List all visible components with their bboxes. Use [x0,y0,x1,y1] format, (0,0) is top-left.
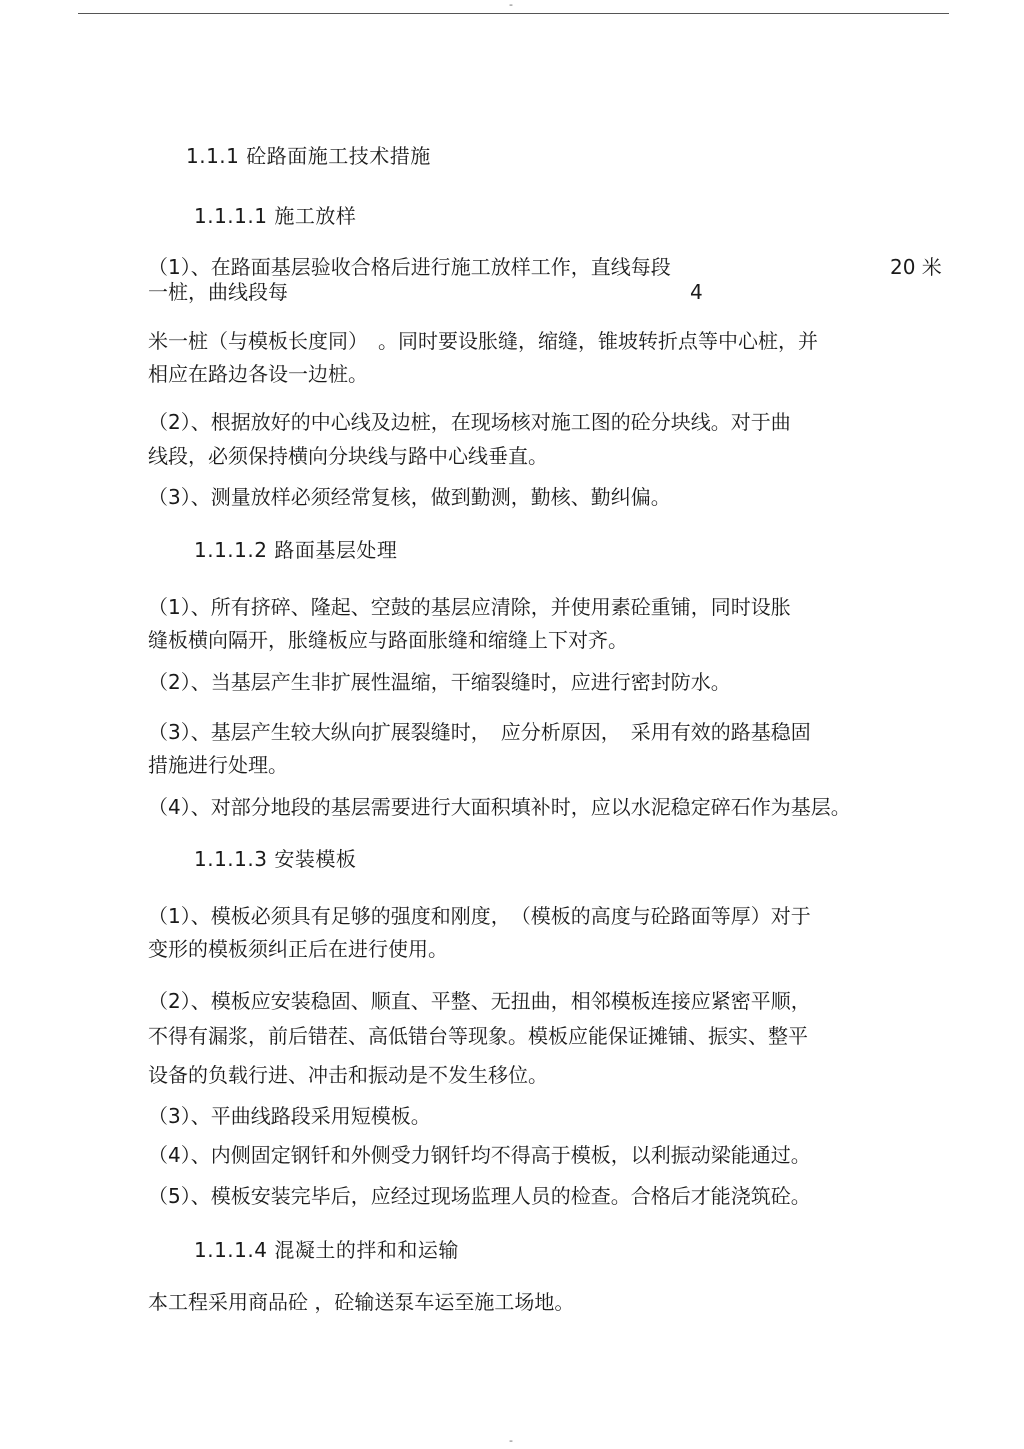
para-line: 缝板横向隔开，胀缝板应与路面胀缝和缩缝上下对齐。 [148,628,628,652]
para-line: （2）、根据放好的中心线及边桩，在现场核对施工图的砼分块线。对于曲 [148,410,791,434]
para-line: 米一桩（与模板长度同） 。同时要设胀缝，缩缝，锥坡转折点等中心桩，并 [148,329,818,353]
para-line: 一桩，曲线段每 [148,280,288,304]
heading-1-1-1-3: 1.1.1.3 安装模板 [194,847,357,871]
para-line: 变形的模板须纠正后在进行使用。 [148,937,448,961]
para-line: （4）、对部分地段的基层需要进行大面积填补时，应以水泥稳定碎石作为基层。 [148,795,851,819]
para-line: （1）、所有挤碎、隆起、空鼓的基层应清除，并使用素砼重铺，同时设胀 [148,595,791,619]
footer-mark: - [509,1434,513,1447]
para-line: （3）、基层产生较大纵向扩展裂缝时， 应分析原因， 采用有效的路基稳固 [148,720,811,744]
para-line: （2）、当基层产生非扩展性温缩，干缩裂缝时，应进行密封防水。 [148,670,731,694]
para-line: 相应在路边各设一边桩。 [148,362,368,386]
para-line: 4 [690,280,703,304]
heading-1-1-1: 1.1.1 砼路面施工技术措施 [186,144,431,168]
para-line: （3）、测量放样必须经常复核，做到勤测，勤核、勤纠偏。 [148,485,671,509]
para-line: 设备的负载行进、冲击和振动是不发生移位。 [148,1063,548,1087]
para-line: 措施进行处理。 [148,753,288,777]
header-mark: - [509,0,513,11]
para-line: （1）、模板必须具有足够的强度和刚度， （模板的高度与砼路面等厚）对于 [148,904,811,928]
para-line: 20 米 [890,255,942,279]
para-line: 本工程采用商品砼 ，砼输送泵车运至施工场地。 [148,1290,575,1314]
para-line: （5）、模板安装完毕后，应经过现场监理人员的检查。合格后才能浇筑砼。 [148,1184,811,1208]
para-line: （4）、内侧固定钢钎和外侧受力钢钎均不得高于模板，以利振动梁能通过。 [148,1143,811,1167]
para-line: （2）、模板应安装稳固、顺直、平整、无扭曲，相邻模板连接应紧密平顺， [148,989,811,1013]
para-line: （3）、平曲线路段采用短模板。 [148,1104,431,1128]
header-rule [78,13,949,14]
heading-1-1-1-1: 1.1.1.1 施工放样 [194,204,357,228]
heading-1-1-1-2: 1.1.1.2 路面基层处理 [194,538,398,562]
para-line: （1）、在路面基层验收合格后进行施工放样工作，直线每段 [148,255,671,279]
para-line: 线段，必须保持横向分块线与路中心线垂直。 [148,444,548,468]
heading-1-1-1-4: 1.1.1.4 混凝土的拌和和运输 [194,1238,459,1262]
para-line: 不得有漏浆，前后错茬、高低错台等现象。模板应能保证摊铺、振实、整平 [148,1024,808,1048]
